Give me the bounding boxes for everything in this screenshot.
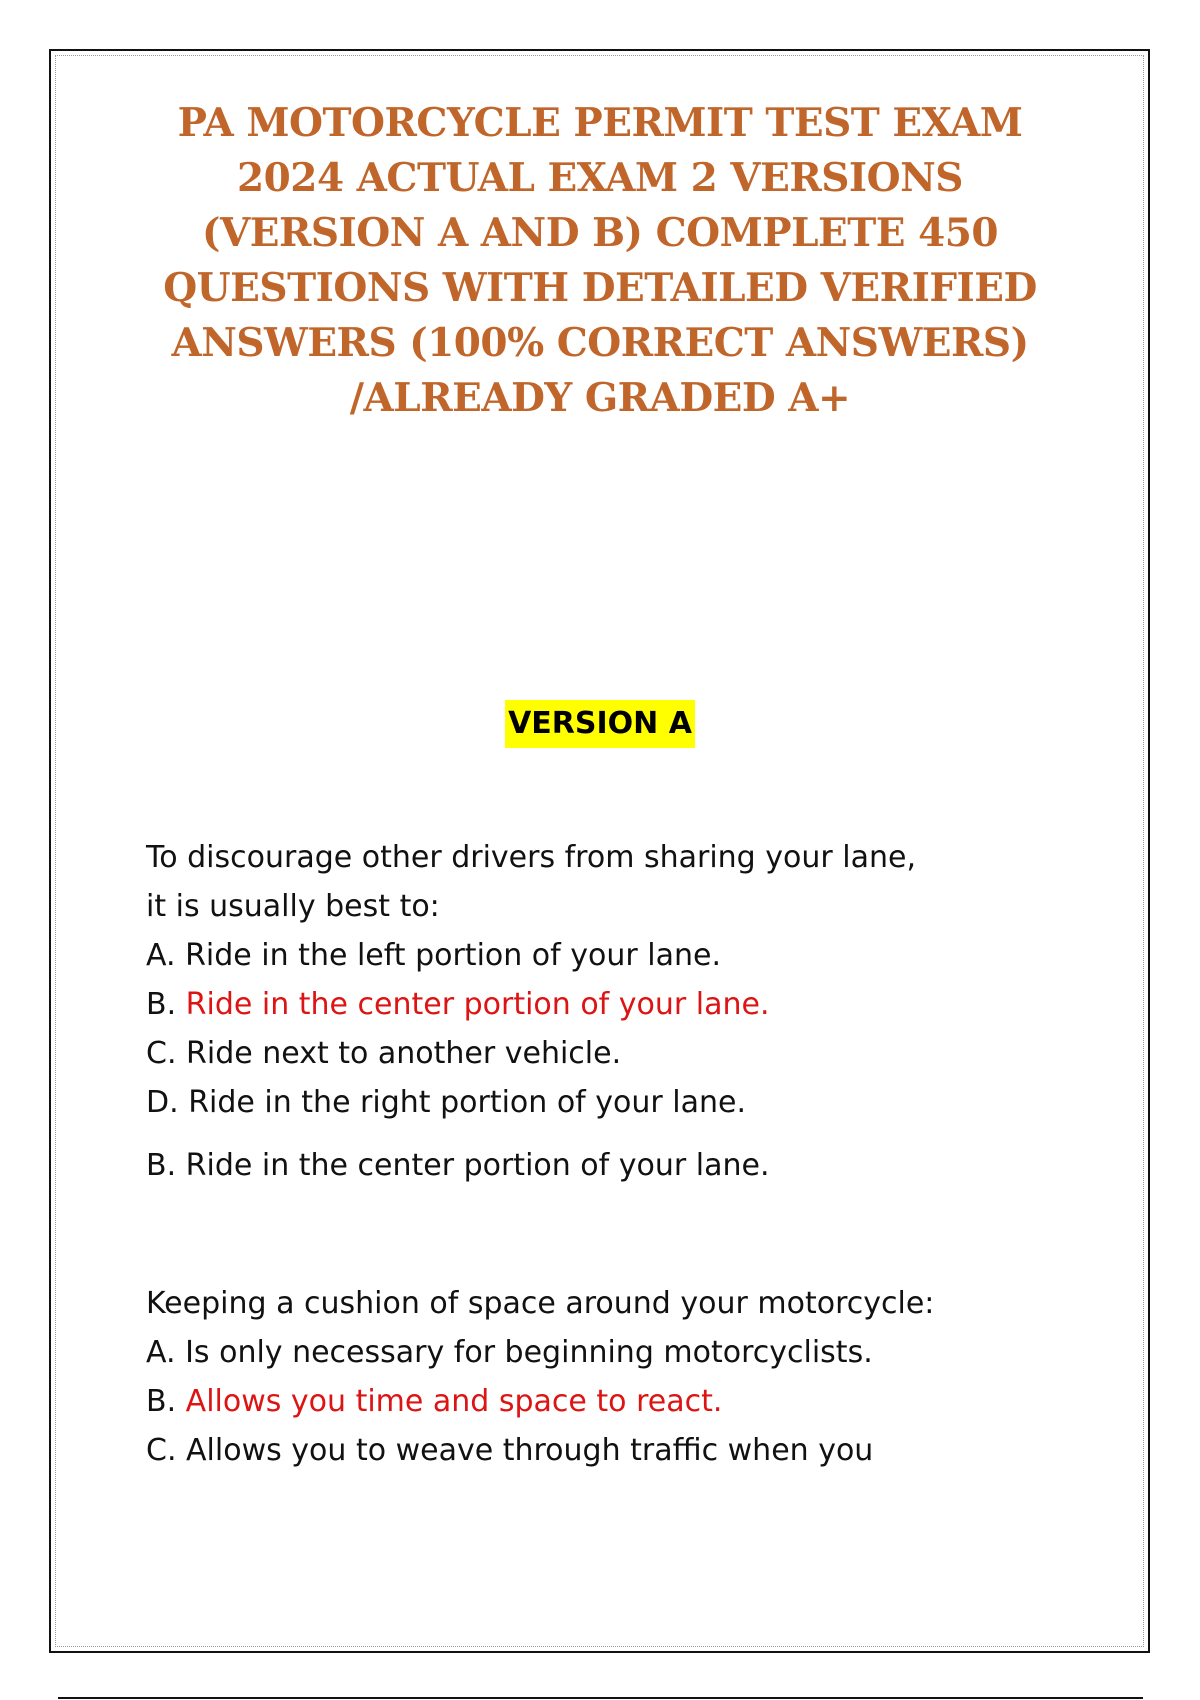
question-2	[146, 1279, 1146, 1475]
option-text: Is only necessary for beginning motorcyclists.	[185, 1335, 873, 1370]
option-d	[146, 1078, 1146, 1127]
document-title	[60, 96, 1140, 426]
correct-option-text: Ride in the center portion of your lane.	[185, 987, 770, 1022]
title-line: (VERSION A AND B) COMPLETE 450	[202, 210, 998, 256]
option-c	[146, 1426, 1146, 1475]
option-c	[146, 1029, 1146, 1078]
version-heading	[0, 700, 1200, 748]
question-stem-line: Keeping a cushion of space around your motorcycle:	[146, 1286, 935, 1321]
option-letter: C.	[146, 1433, 177, 1468]
option-letter: B.	[146, 1384, 177, 1419]
title-line: QUESTIONS WITH DETAILED VERIFIED	[163, 265, 1037, 311]
title-line: /ALREADY GRADED A+	[349, 375, 851, 421]
question-stem-line: it is usually best to:	[146, 889, 440, 924]
title-line: 2024 ACTUAL EXAM 2 VERSIONS	[237, 155, 963, 201]
question-stem-line: To discourage other drivers from sharing your lane,	[146, 840, 916, 875]
option-letter: D.	[146, 1085, 179, 1120]
option-text: Ride in the left portion of your lane.	[185, 938, 721, 973]
question-1	[146, 833, 1146, 1190]
bottom-rule	[58, 1697, 1143, 1699]
answer-line: B. Ride in the center portion of your lane.	[146, 1148, 770, 1183]
option-text: Ride next to another vehicle.	[186, 1036, 622, 1071]
title-line: ANSWERS (100% CORRECT ANSWERS)	[171, 320, 1029, 366]
option-b	[146, 980, 1146, 1029]
option-letter: B.	[146, 987, 177, 1022]
option-b	[146, 1377, 1146, 1426]
option-letter: A.	[146, 1335, 176, 1370]
version-heading-label: VERSION A	[505, 700, 695, 748]
option-text: Ride in the right portion of your lane.	[188, 1085, 746, 1120]
title-line: PA MOTORCYCLE PERMIT TEST EXAM	[177, 100, 1023, 146]
option-letter: C.	[146, 1036, 177, 1071]
correct-option-text: Allows you time and space to react.	[185, 1384, 723, 1419]
option-letter: A.	[146, 938, 176, 973]
option-a	[146, 1328, 1146, 1377]
option-a	[146, 931, 1146, 980]
option-text: Allows you to weave through traffic when you	[186, 1433, 874, 1468]
